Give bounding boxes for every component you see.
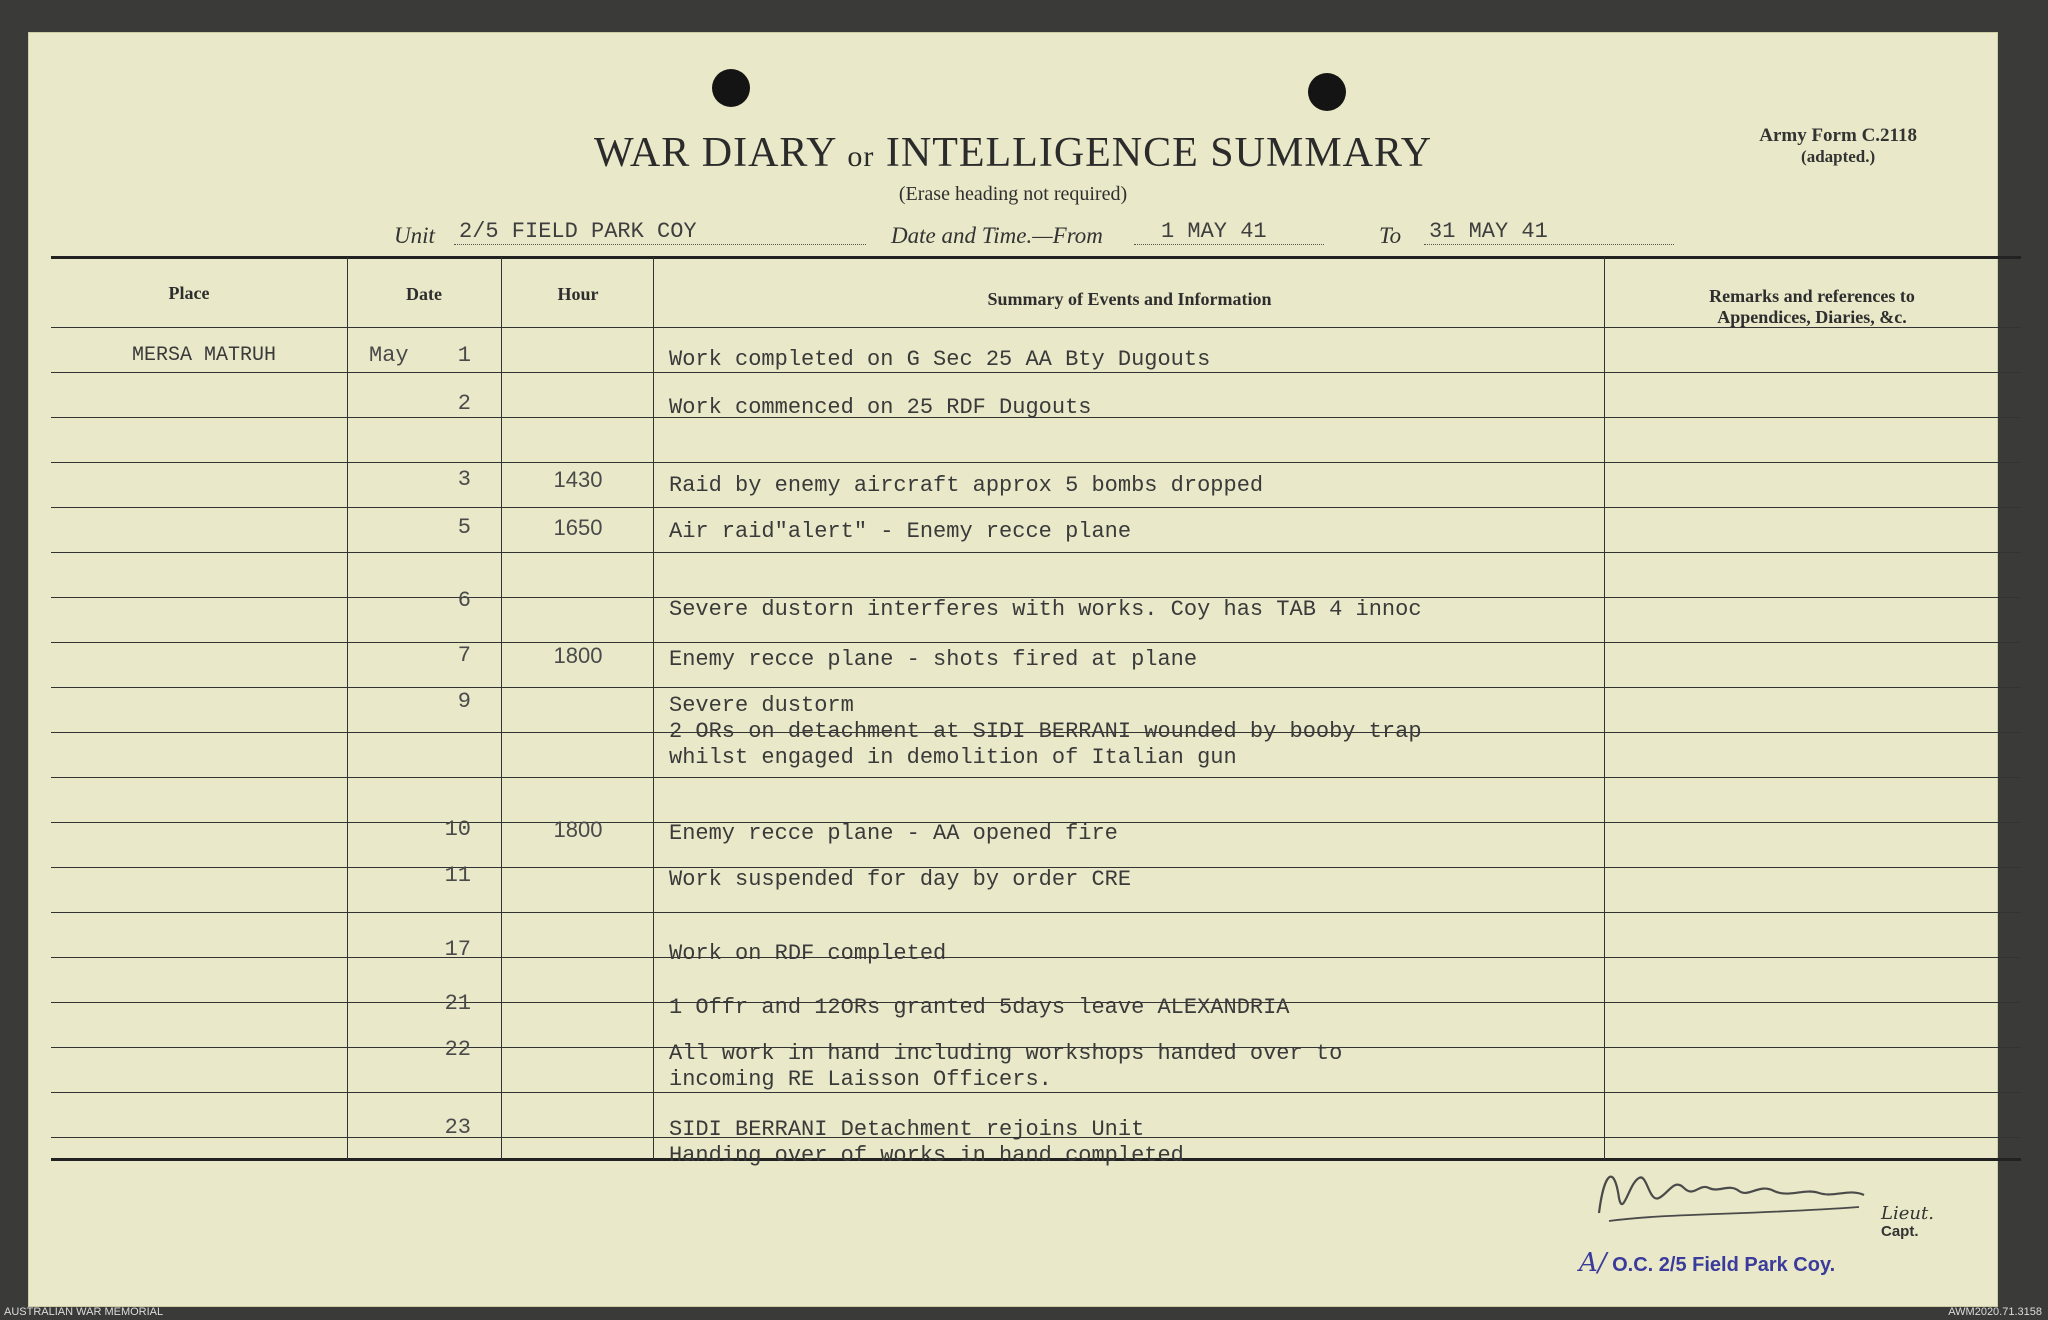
entry-hour: 1430 [553,467,603,492]
date-from-value: 1 MAY 41 [1161,219,1267,244]
row-rule [51,777,2021,778]
entry-hour: 1800 [553,643,603,668]
entry-summary: 1 Offr and 12ORs granted 5days leave ALEXANDRIA [669,995,1290,1020]
col-header-remarks-line2: Appendices, Diaries, &c. [1717,307,1907,327]
entry-summary: Severe dustorm 2 ORs on detachment at SIDI BERRANI wounded by booby trap whilst engaged in demolition of Italian gun [669,693,1422,770]
entry-hour: 1800 [553,817,603,842]
col-header-place: Place [168,283,210,303]
entry-summary: All work in hand including workshops handed over to incoming RE Laisson Officers. [669,1041,1343,1092]
row-rule [51,552,2021,553]
col-header-remarks [1607,286,2017,328]
entry-summary: Enemy recce plane - shots fired at plane [669,647,1198,672]
oc-stamp-text: O.C. 2/5 Field Park Coy. [1612,1254,1836,1276]
date-to-value: 31 MAY 41 [1429,219,1548,244]
entry-hour: 1650 [553,515,603,540]
month-label: May [369,343,409,368]
date-from-label: Date and Time.—From [891,223,1103,248]
form-subtitle: (Erase heading not required) [898,183,1128,205]
entry-summary: Work on RDF completed [669,941,947,966]
entry-summary: Work completed on G Sec 25 AA Bty Dugouts [669,347,1211,372]
entry-date: 17 [444,937,471,962]
handwritten-signature [1589,1143,1889,1233]
archive-credit: AUSTRALIAN WAR MEMORIAL [4,1306,164,1318]
date-to-label: To [1379,223,1402,248]
entry-date: 7 [457,643,471,668]
punch-hole-right [1308,73,1346,111]
entry-summary: Work commenced on 25 RDF Dugouts [669,395,1092,420]
entry-summary: Work suspended for day by order CRE [669,867,1132,892]
col-divider-summary [1604,257,1605,1159]
punch-hole-left [712,69,750,107]
entry-date: 9 [457,689,471,714]
form-number: Army Form C.2118 [1759,125,1917,146]
col-divider-date [501,257,502,1159]
entry-date: 3 [457,467,471,492]
oc-stamp-prefix: A/ [1579,1248,1607,1278]
header-row-rule [51,327,2021,328]
entry-date: 1 [457,343,471,368]
entry-date: 10 [444,817,471,842]
rank-stamp: Capt. [1881,1223,1919,1240]
col-header-remarks-line1: Remarks and references to [1709,286,1915,306]
title-or: or [847,140,875,173]
archive-reference: AWM2020.71.3158 [1948,1306,2042,1318]
oc-stamp [1579,1248,1835,1278]
place-entry: MERSA MATRUH [132,344,277,367]
entry-date: 2 [457,391,471,416]
entry-date: 23 [444,1115,471,1140]
col-header-date: Date [406,284,442,304]
entry-summary: Enemy recce plane - AA opened fire [669,821,1118,846]
entry-date: 21 [444,991,471,1016]
form-adapted: (adapted.) [1801,147,1876,166]
row-rule [51,462,2021,463]
handwritten-rank: Lieut. [1881,1203,1934,1224]
entry-summary: SIDI BERRANI Detachment rejoins Unit Handing over of works in hand completed [669,1117,1184,1168]
col-divider-hour [653,257,654,1159]
title-rest: INTELLIGENCE SUMMARY [885,130,1433,176]
col-header-hour: Hour [557,284,599,304]
form-title [29,129,1997,177]
unit-dotted-line [454,244,866,245]
army-form-number [1759,125,1917,167]
row-rule [51,687,2021,688]
entry-summary: Severe dustorn interferes with works. Coy has TAB 4 innoc [669,597,1422,622]
col-header-summary: Summary of Events and Information [987,289,1272,309]
entry-summary: Air raid"alert" - Enemy recce plane [669,519,1132,544]
entry-date: 22 [444,1037,471,1062]
war-diary-sheet [28,32,1998,1307]
entry-date: 5 [457,515,471,540]
row-rule [51,912,2021,913]
row-rule [51,507,2021,508]
unit-value: 2/5 FIELD PARK COY [459,219,697,244]
title-main: WAR DIARY [593,130,836,176]
date-to-dotted-line [1424,244,1674,245]
unit-label: Unit [394,223,435,248]
entry-date: 11 [444,863,471,888]
entry-summary: Raid by enemy aircraft approx 5 bombs dropped [669,473,1264,498]
entry-date: 6 [457,588,471,613]
date-from-dotted-line [1134,244,1324,245]
